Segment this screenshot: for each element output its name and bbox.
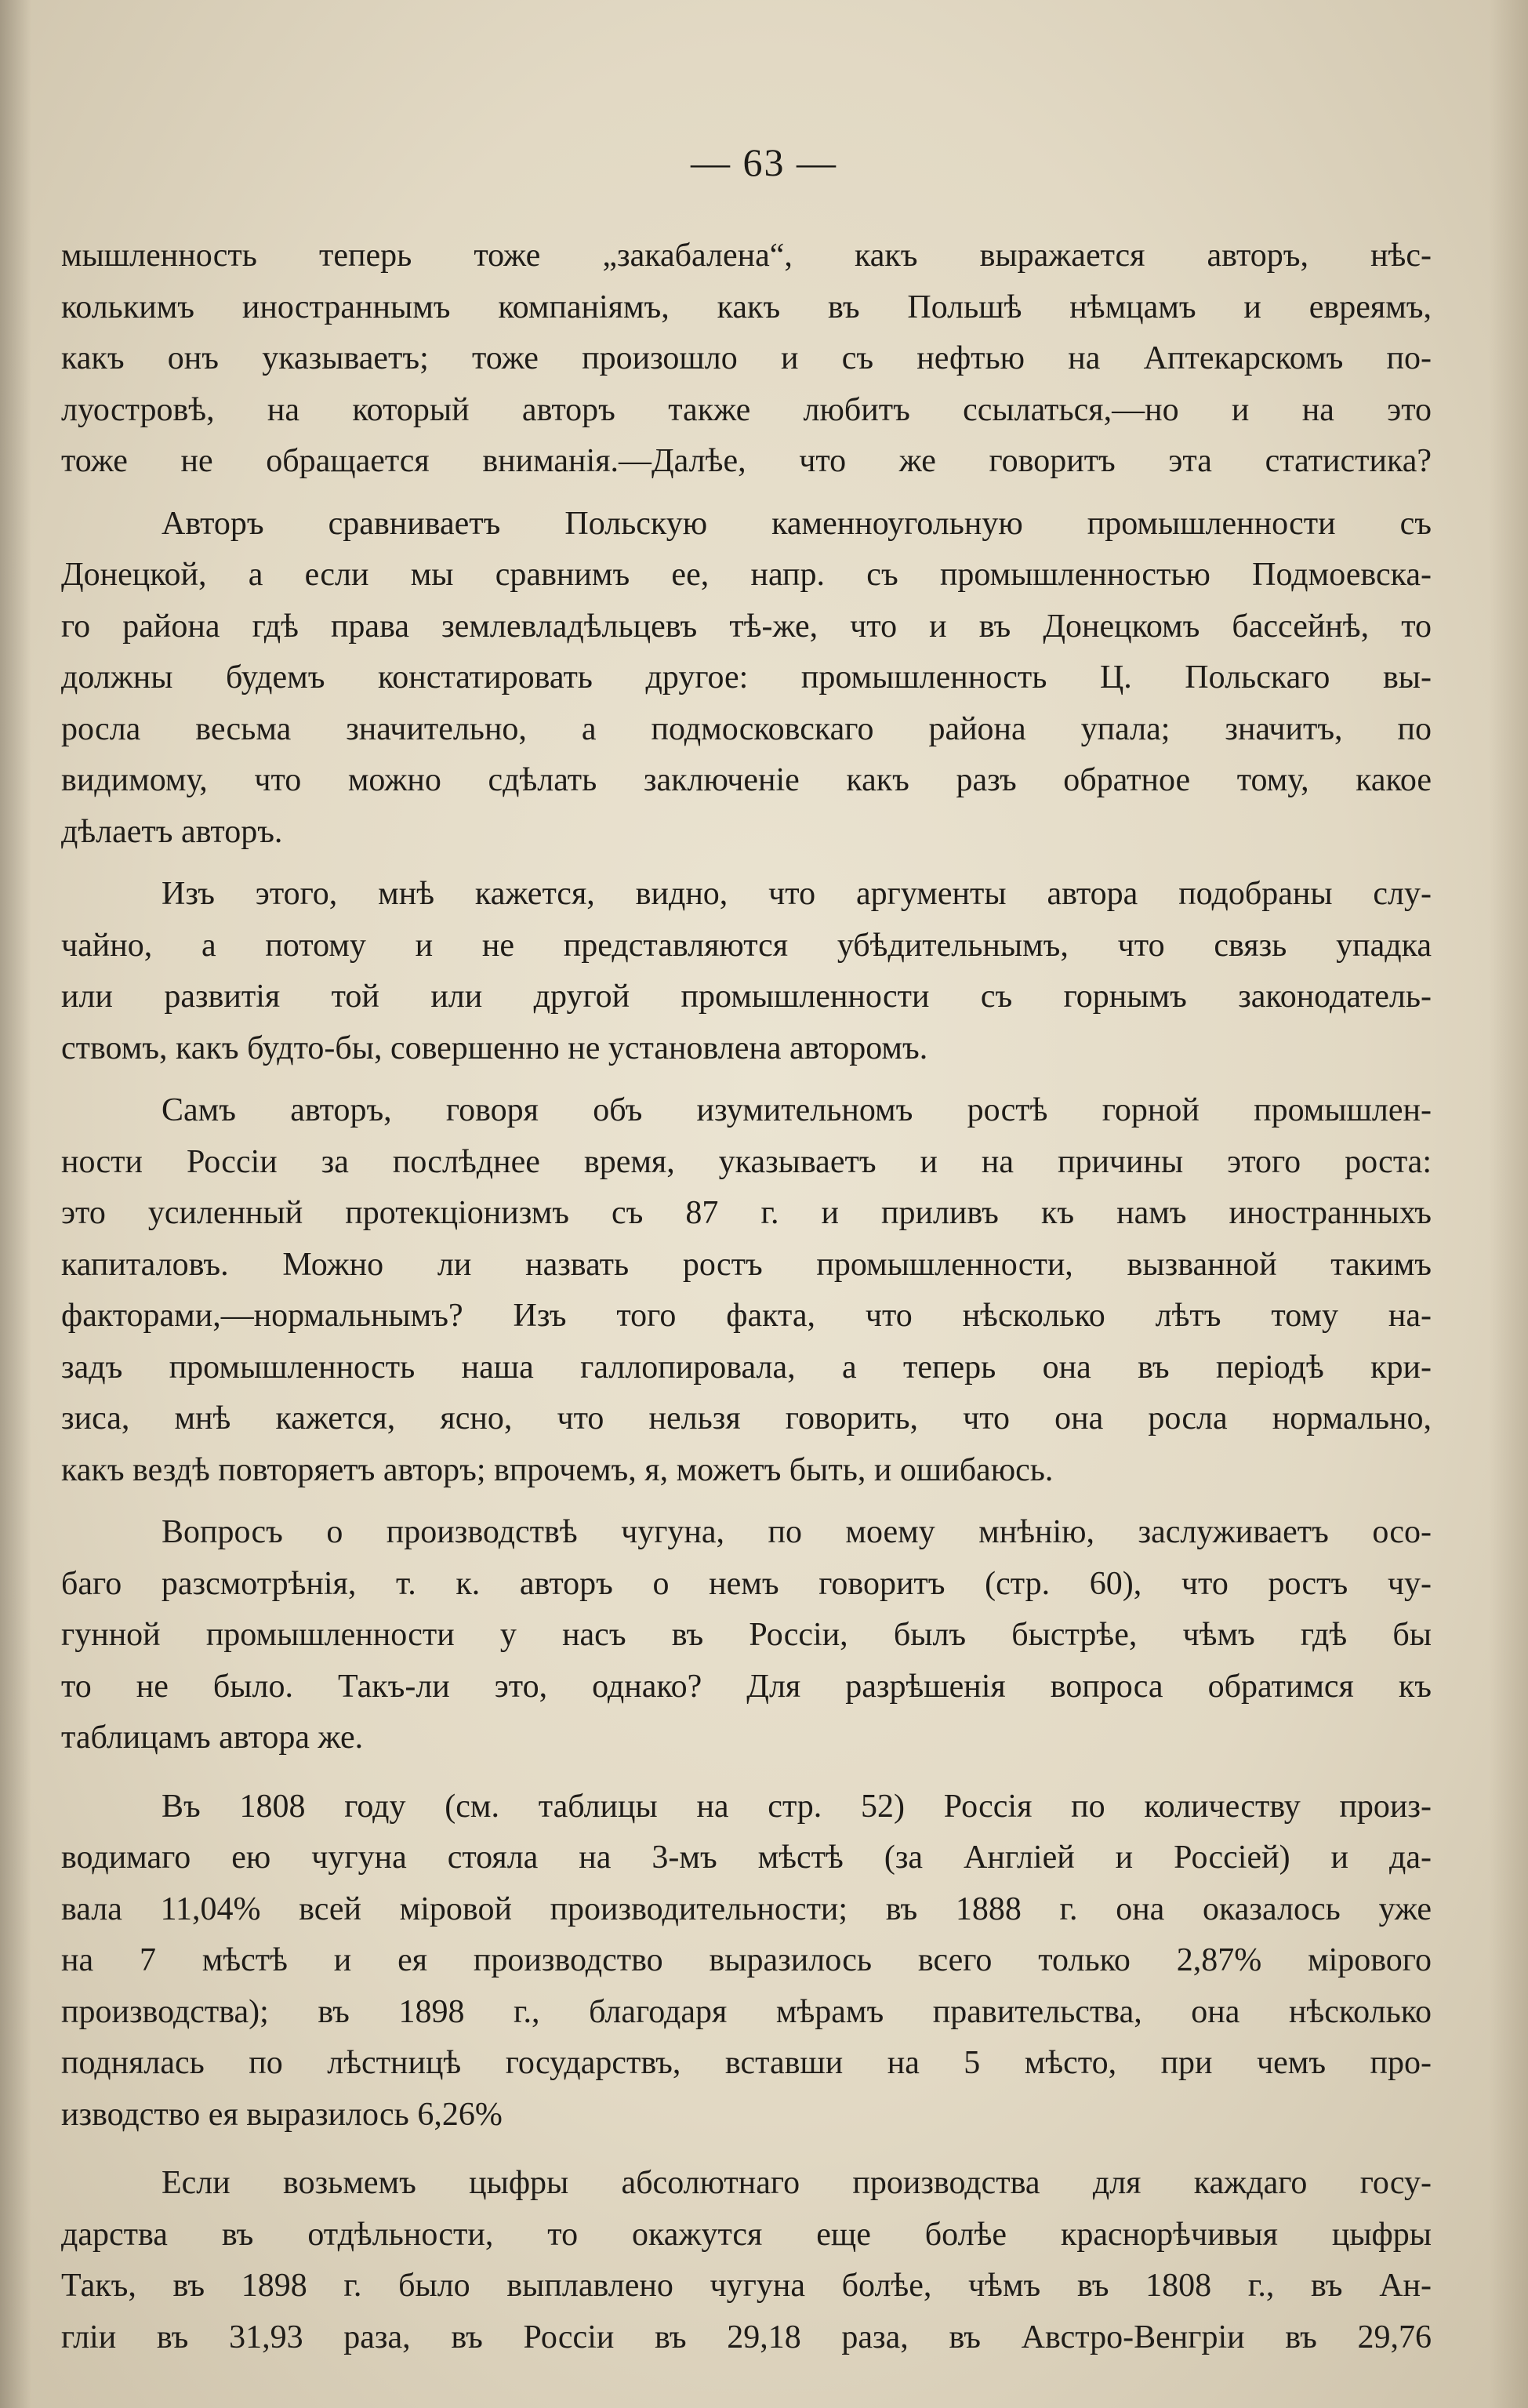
text-line: ности Россіи за послѣднее время, указываетъ и на причины этого роста: — [61, 1143, 1432, 1180]
text-line: это усиленный протекціонизмъ съ 87 г. и приливъ къ намъ иностранныхъ — [61, 1195, 1432, 1231]
text-line: видимому, что можно сдѣлать заключеніе какъ разъ обратное тому, какое — [61, 762, 1432, 798]
text-line: гліи въ 31,93 раза, въ Россіи въ 29,18 раза, въ Австро-Венгріи въ 29,76 — [61, 2319, 1432, 2355]
paragraph-1 — [61, 231, 1432, 488]
text-line: какъ вездѣ повторяетъ авторъ; впрочемъ, я, можетъ быть, и ошибаюсь. — [61, 1451, 1054, 1488]
text-line: росла весьма значительно, а подмосковскаго района упала; значитъ, по — [61, 710, 1432, 747]
text-line: производства); въ 1898 г., благодаря мѣрамъ правительства, она нѣсколько — [61, 1993, 1432, 2030]
text-line: задъ промышленность наша галлопировала, а теперь она въ періодѣ кри- — [61, 1349, 1432, 1386]
text-line: Въ 1808 году (см. таблицы на стр. 52) Россія по количеству произ- — [162, 1788, 1432, 1825]
body-text — [61, 231, 1432, 2363]
text-line: должны будемъ констатировать другое: промышленность Ц. Польскаго вы- — [61, 659, 1432, 696]
text-line: то не было. Такъ-ли это, однако? Для разрѣшенія вопроса обратимся къ — [61, 1668, 1432, 1705]
paragraph-6 — [61, 1781, 1432, 2141]
text-line: зиса, мнѣ кажется, ясно, что нельзя говорить, что она росла нормально, — [61, 1400, 1432, 1436]
text-line: вала 11,04% всей міровой производительности; въ 1888 г. она оказалось уже — [61, 1890, 1432, 1927]
text-line: изводство ея выразилось 6,26% — [61, 2096, 503, 2133]
text-line: луостровѣ, на который авторъ также любитъ ссылаться,—но и на это — [61, 391, 1432, 428]
text-line: Авторъ сравниваетъ Польскую каменноугольную промышленности съ — [162, 505, 1432, 542]
paragraph-2 — [61, 499, 1432, 859]
text-line: поднялась по лѣстницѣ государствъ, вставши на 5 мѣсто, при чемъ про- — [61, 2045, 1432, 2081]
text-line: какъ онъ указываетъ; тоже произошло и съ нефтью на Аптекарскомъ по- — [61, 340, 1432, 376]
text-line: тоже не обращается вниманія.—Далѣе, что же говоритъ эта статистика? — [61, 443, 1432, 479]
text-line: Изъ этого, мнѣ кажется, видно, что аргументы автора подобраны слу- — [162, 876, 1432, 912]
paragraph-4 — [61, 1085, 1432, 1496]
edge-shadow — [1489, 0, 1528, 2408]
text-line: факторами,—нормальнымъ? Изъ того факта, что нѣсколько лѣтъ тому на- — [61, 1298, 1432, 1334]
text-line: мышленность теперь тоже „закабалена“, какъ выражается авторъ, нѣс- — [61, 238, 1432, 274]
text-line: баго разсмотрѣнія, т. к. авторъ о немъ говоритъ (стр. 60), что ростъ чу- — [61, 1565, 1432, 1602]
paragraph-7 — [61, 2158, 1432, 2363]
text-line: водимаго ею чугуна стояла на 3-мъ мѣстѣ (за Англіей и Россіей) и да- — [61, 1840, 1432, 1876]
text-line: или развитія той или другой промышленности съ горнымъ законодатель- — [61, 979, 1432, 1015]
text-line: колькимъ иностраннымъ компаніямъ, какъ въ Польшѣ нѣмцамъ и евреямъ, — [61, 289, 1432, 325]
text-line: Донецкой, а если мы сравнимъ ее, напр. съ промышленностью Подмоевска- — [61, 557, 1432, 593]
paragraph-5 — [61, 1507, 1432, 1764]
page-number: — 63 — — [691, 140, 837, 184]
text-line: Если возьмемъ цыфры абсолютнаго производства для каждаго госу- — [162, 2165, 1432, 2201]
binding-shadow — [0, 0, 31, 2408]
paragraph-3 — [61, 869, 1432, 1074]
text-line: на 7 мѣстѣ и ея производство выразилось всего только 2,87% мірового — [61, 1942, 1432, 1978]
text-line: ствомъ, какъ будто-бы, совершенно не установлена авторомъ. — [61, 1030, 928, 1066]
text-line: гунной промышленности у насъ въ Россіи, былъ быстрѣе, чѣмъ гдѣ бы — [61, 1617, 1432, 1653]
text-line: чайно, а потому и не представляются убѣдительнымъ, что связь упадка — [61, 927, 1432, 964]
text-line: капиталовъ. Можно ли назвать ростъ промышленности, вызванной такимъ — [61, 1246, 1432, 1283]
text-line: Такъ, въ 1898 г. было выплавлено чугуна болѣе, чѣмъ въ 1808 г., въ Ан- — [61, 2268, 1432, 2304]
text-line: го района гдѣ права землевладѣльцевъ тѣ-же, что и въ Донецкомъ бассейнѣ, то — [61, 608, 1432, 645]
text-line: дарства въ отдѣльности, то окажутся еще болѣе краснорѣчивыя цыфры — [61, 2216, 1432, 2253]
text-line: Самъ авторъ, говоря объ изумительномъ ростѣ горной промышлен- — [162, 1092, 1432, 1128]
text-line: дѣлаетъ авторъ. — [61, 813, 283, 850]
text-line: Вопросъ о производствѣ чугуна, по моему мнѣнію, заслуживаетъ осо- — [162, 1514, 1432, 1550]
text-line: таблицамъ автора же. — [61, 1720, 364, 1756]
